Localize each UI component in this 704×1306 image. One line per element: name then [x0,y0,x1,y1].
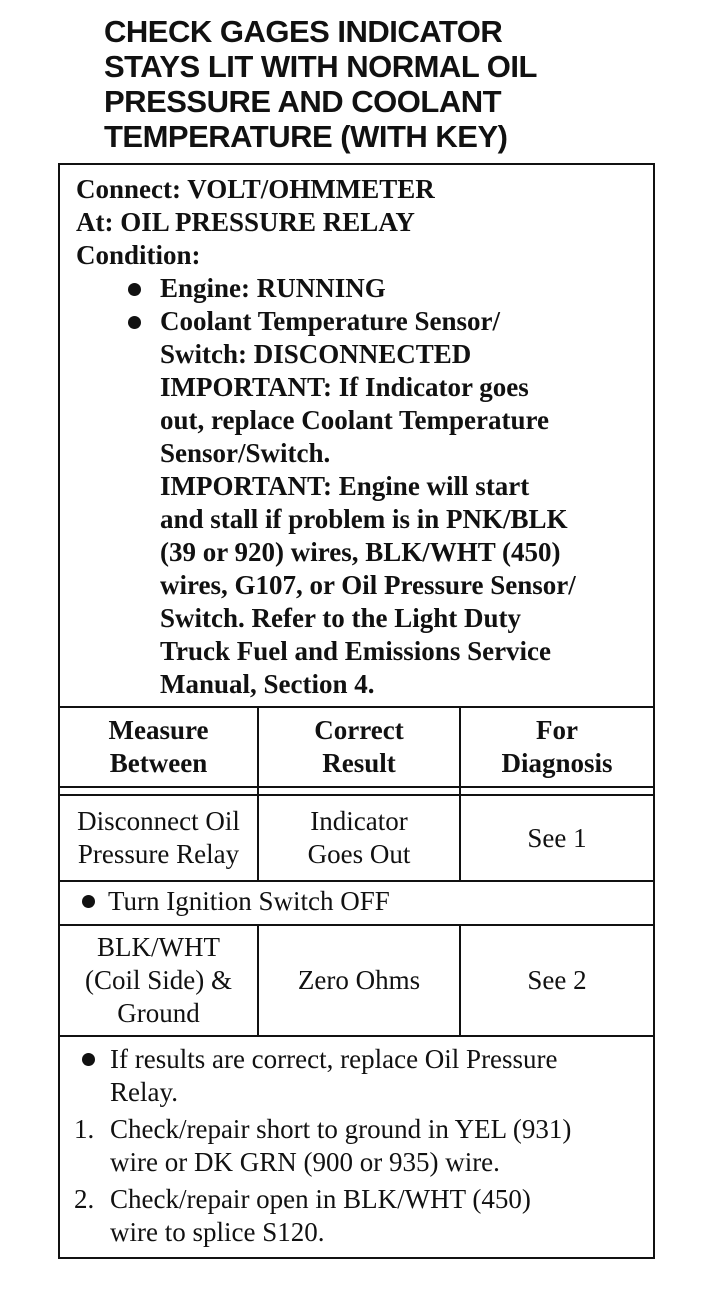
header-text: Measure [108,715,209,745]
at-text: At: OIL PRESSURE RELAY [76,207,415,237]
note-1 [74,1113,654,1179]
cell-text: Indicator [310,806,408,836]
note-bullet [74,1043,654,1109]
important-note-2 [76,470,651,701]
important-line: Manual, Section 4. [160,669,375,699]
important-line: Sensor/Switch. [160,438,331,468]
step-turn-ignition-off [60,885,653,923]
title-line: PRESSURE AND COOLANT [104,84,502,119]
divider [60,880,653,882]
connect-text: Connect: VOLT/OHMMETER [76,174,435,204]
important-line: Truck Fuel and Emissions Service [160,636,552,666]
row2-for-diagnosis [461,926,653,1035]
row2-measure-between [60,926,257,1035]
note-number: 1. [74,1114,95,1144]
note-text: Check/repair short to ground in YEL (931) [110,1114,572,1144]
diagnosis-notes [74,1043,654,1253]
condition-text: Engine: RUNNING [160,273,386,303]
note-text: wire to splice S120. [110,1217,325,1247]
bullet-icon [82,1053,95,1066]
row1-correct-result [259,796,459,880]
important-line: (39 or 920) wires, BLK/WHT (450) [160,537,561,567]
header-text: Result [322,748,396,778]
condition-bullet-engine [76,272,651,305]
header-correct-result [259,708,459,786]
condition-text: Switch: DISCONNECTED [160,339,472,369]
note-text: Check/repair open in BLK/WHT (450) [110,1184,531,1214]
bullet-icon [128,316,141,329]
cell-text: (Coil Side) & [85,965,232,995]
title-line: CHECK GAGES INDICATOR [104,14,503,49]
note-text: If results are correct, replace Oil Pressure [110,1044,558,1074]
note-text: Relay. [110,1077,178,1107]
row2-correct-result [259,926,459,1035]
row1-measure-between [60,796,257,880]
condition-text: Coolant Temperature Sensor/ [160,306,501,336]
important-line: and stall if problem is in PNK/BLK [160,504,568,534]
cell-text: BLK/WHT [97,932,220,962]
bullet-icon [128,283,141,296]
step-text: Turn Ignition Switch OFF [108,886,390,916]
cell-text: See 1 [527,822,587,853]
cell-text: Goes Out [307,839,411,869]
row1-for-diagnosis [461,796,653,880]
condition-label: Condition: [76,240,201,270]
title-line: TEMPERATURE (WITH KEY) [104,119,508,154]
procedure-title [104,14,664,154]
bullet-icon [82,895,95,908]
header-text: Correct [314,715,404,745]
header-for-diagnosis [461,708,653,786]
header-text: For [536,715,578,745]
header-measure-between [60,708,257,786]
setup-conditions [76,173,651,701]
cell-text: See 2 [527,965,587,995]
important-line: IMPORTANT: If Indicator goes [160,372,529,402]
divider [60,786,653,788]
diagnostic-table [58,163,655,1259]
important-line: wires, G107, or Oil Pressure Sensor/ [160,570,576,600]
note-text: wire or DK GRN (900 or 935) wire. [110,1147,500,1177]
note-number: 2. [74,1184,95,1214]
cell-text: Zero Ohms [297,965,421,995]
condition-bullet-coolant [76,305,651,371]
divider [60,1035,653,1037]
header-text: Diagnosis [501,748,613,778]
important-line: IMPORTANT: Engine will start [160,471,530,501]
important-line: out, replace Coolant Temperature [160,405,549,435]
header-text: Between [109,748,208,778]
important-note-1 [76,371,651,470]
cell-text: Disconnect Oil [77,806,240,836]
cell-text: Ground [117,998,200,1028]
note-2 [74,1183,654,1249]
cell-text: Pressure Relay [77,839,240,869]
title-line: STAYS LIT WITH NORMAL OIL [104,49,537,84]
important-line: Switch. Refer to the Light Duty [160,603,521,633]
